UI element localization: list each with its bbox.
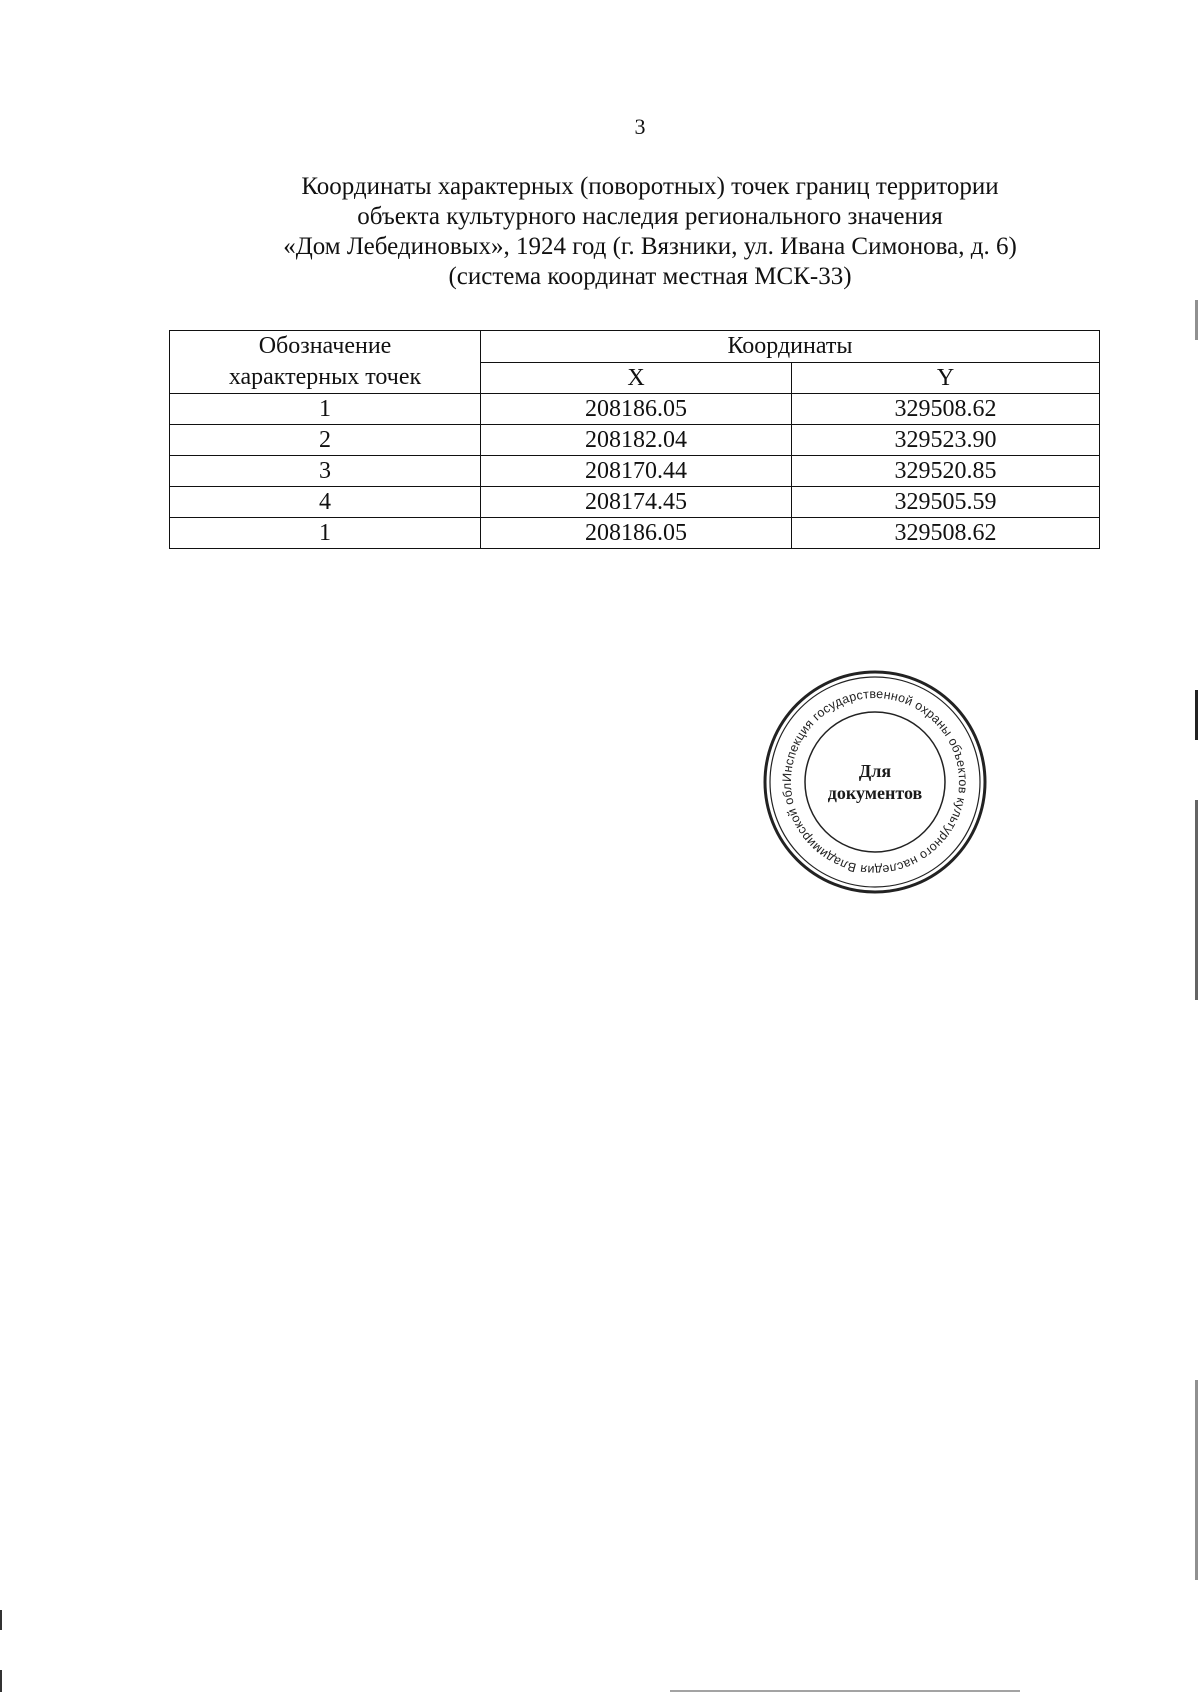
cell-y: 329508.62 <box>792 518 1100 549</box>
scan-edge-mark <box>1195 800 1198 1000</box>
cell-point: 1 <box>170 518 481 549</box>
cell-y: 329520.85 <box>792 456 1100 487</box>
cell-y: 329523.90 <box>792 425 1100 456</box>
cell-x: 208182.04 <box>481 425 792 456</box>
table-row <box>170 487 1100 518</box>
table-header-row <box>170 331 1100 363</box>
table-row <box>170 394 1100 425</box>
title-line-4: (система координат местная МСК-33) <box>448 263 852 290</box>
scan-edge-mark <box>1195 1380 1198 1580</box>
cell-x: 208186.05 <box>481 394 792 425</box>
scan-edge-mark <box>0 1670 2 1692</box>
coordinates-table <box>169 330 1100 549</box>
header-point-designation <box>170 331 481 394</box>
cell-point: 4 <box>170 487 481 518</box>
table-row <box>170 456 1100 487</box>
cell-x: 208170.44 <box>481 456 792 487</box>
scan-edge-mark <box>1195 690 1198 740</box>
cell-x: 208174.45 <box>481 487 792 518</box>
header-point-designation-line2: характерных точек <box>228 364 422 390</box>
stamp-center-line1: Для <box>858 761 892 781</box>
cell-point: 3 <box>170 456 481 487</box>
scan-edge-mark <box>670 1690 1020 1692</box>
official-seal-stamp <box>760 667 990 897</box>
header-y: Y <box>792 362 1100 394</box>
scan-edge-mark <box>1195 300 1198 340</box>
table-row <box>170 518 1100 549</box>
title-line-2: объекта культурного наследия регионального значения <box>357 203 943 230</box>
cell-y: 329505.59 <box>792 487 1100 518</box>
cell-point: 2 <box>170 425 481 456</box>
cell-point: 1 <box>170 394 481 425</box>
cell-x: 208186.05 <box>481 518 792 549</box>
table-row <box>170 425 1100 456</box>
header-coordinates: Координаты <box>481 331 1100 363</box>
title-line-3: «Дом Лебединовых», 1924 год (г. Вязники, ул. Ивана Симонова, д. 6) <box>283 233 1017 260</box>
header-x: X <box>481 362 792 394</box>
cell-y: 329508.62 <box>792 394 1100 425</box>
stamp-center-line2: документов <box>827 783 923 803</box>
page-number: 3 <box>634 114 646 139</box>
stamp-center-text <box>760 667 990 897</box>
stamp-ring-text: Инспекция государственной охраны объектов культурного наследия Владимирской обл <box>779 686 971 878</box>
scan-edge-mark <box>0 1610 2 1630</box>
header-point-designation-line1: Обозначение <box>258 333 392 359</box>
document-title <box>200 172 1100 292</box>
title-line-1: Координаты характерных (поворотных) точек границ территории <box>301 173 999 200</box>
